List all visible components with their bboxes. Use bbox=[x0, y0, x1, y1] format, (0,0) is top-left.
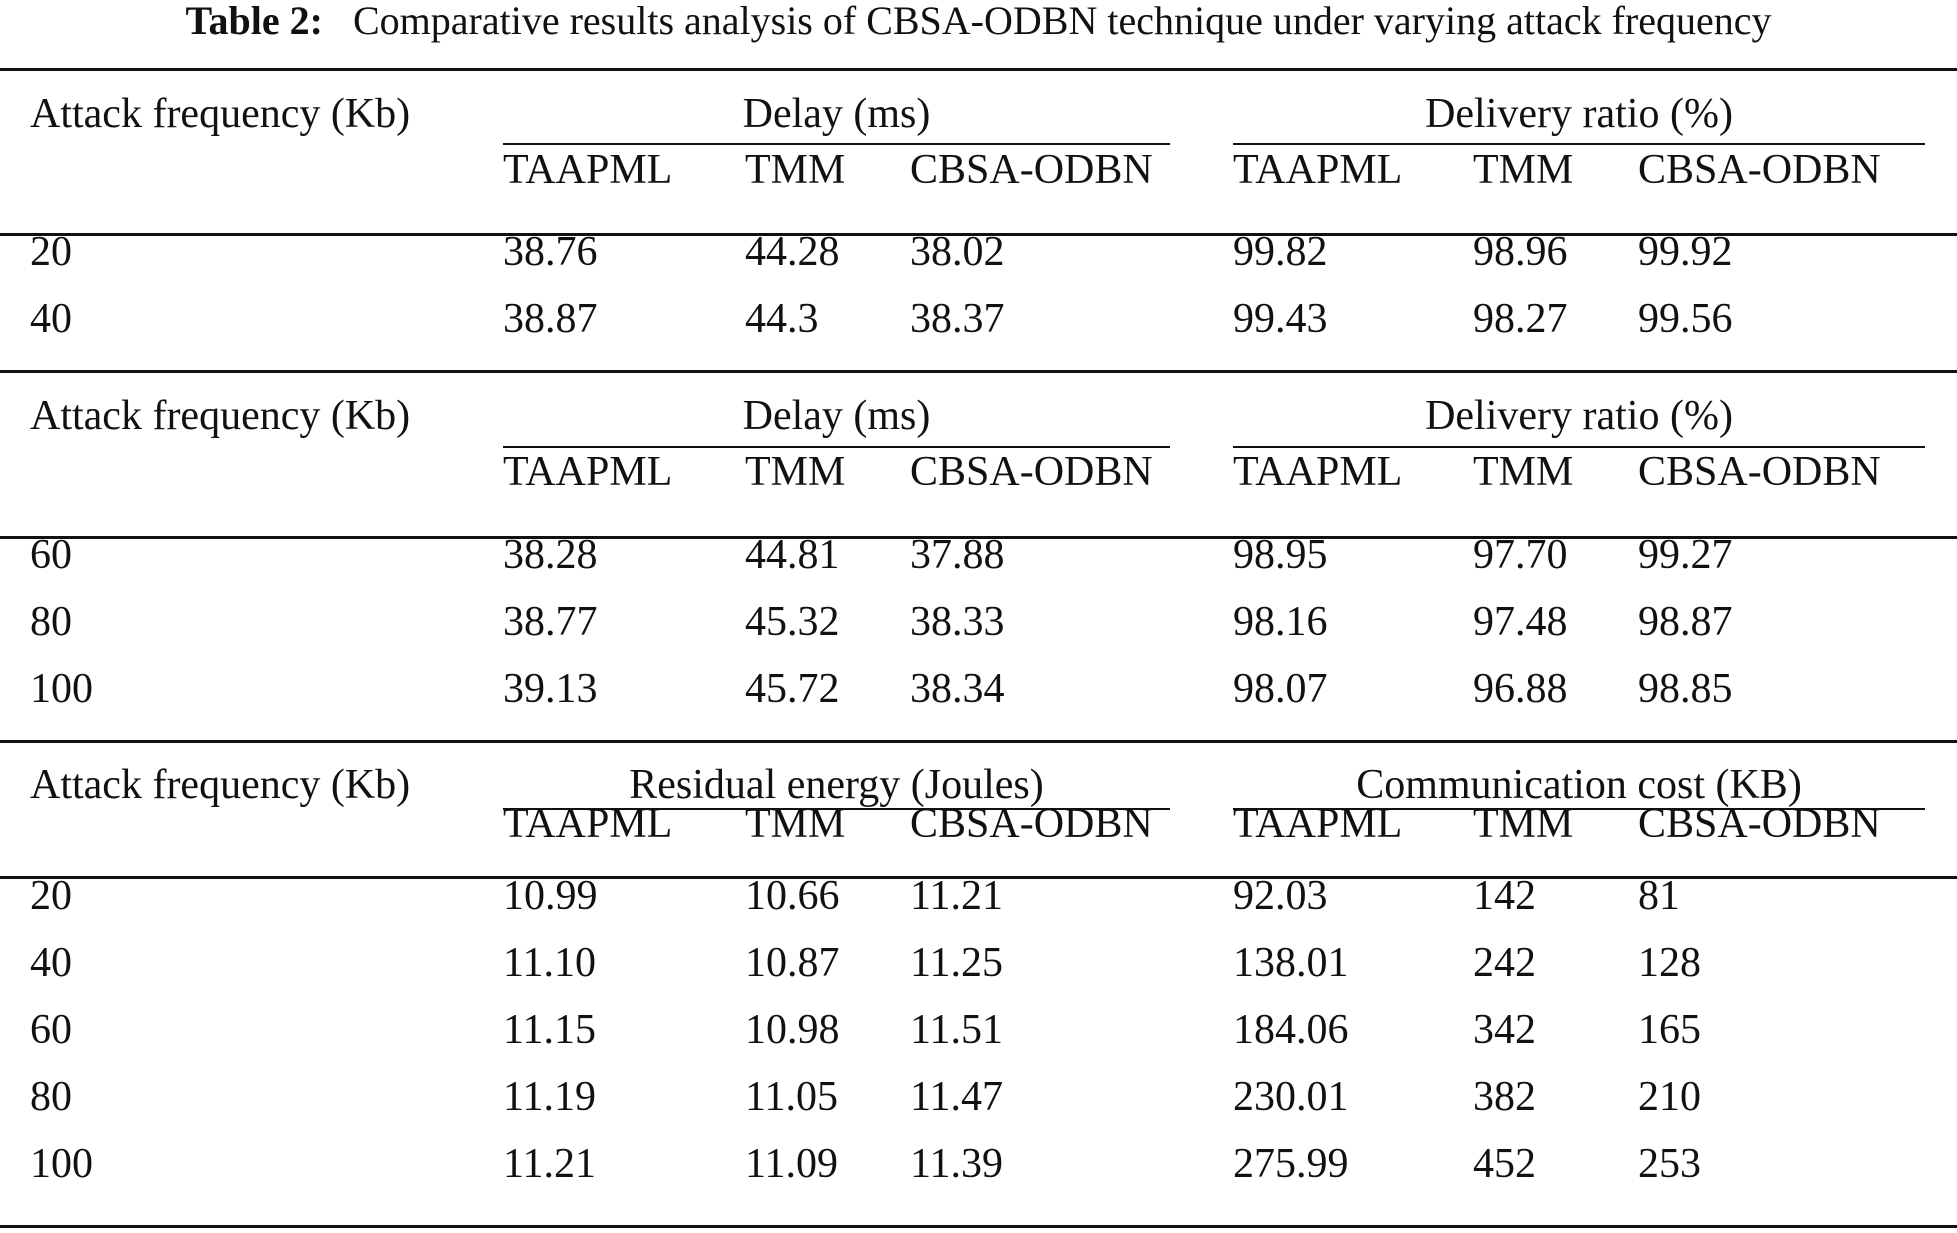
sub-column-header: TAAPML bbox=[503, 449, 673, 495]
table-cell: 11.51 bbox=[910, 1007, 1003, 1053]
section-top-rule bbox=[0, 740, 1957, 743]
table-cell: 253 bbox=[1638, 1141, 1701, 1187]
column-group-left: Delay (ms) bbox=[742, 91, 931, 137]
row-attack-frequency: 20 bbox=[30, 229, 72, 275]
table-cell: 81 bbox=[1638, 873, 1680, 919]
sub-column-header: TMM bbox=[745, 801, 846, 847]
table-cell: 142 bbox=[1473, 873, 1536, 919]
table-cell: 37.88 bbox=[910, 532, 1005, 578]
sub-column-header: TMM bbox=[745, 449, 846, 495]
table-cell: 98.16 bbox=[1233, 599, 1328, 645]
row-attack-frequency: 100 bbox=[30, 666, 93, 712]
row-attack-frequency: 60 bbox=[30, 1007, 72, 1053]
group-underline-left bbox=[503, 143, 1170, 145]
sub-column-header: TMM bbox=[1473, 449, 1574, 495]
table-cell: 99.43 bbox=[1233, 296, 1328, 342]
table-cell: 39.13 bbox=[503, 666, 598, 712]
table-cell: 10.98 bbox=[745, 1007, 840, 1053]
table-cell: 45.32 bbox=[745, 599, 840, 645]
table-cell: 98.07 bbox=[1233, 666, 1328, 712]
sub-column-header: TAAPML bbox=[1233, 147, 1403, 193]
table-cell: 11.21 bbox=[503, 1141, 596, 1187]
sub-column-header: TMM bbox=[1473, 147, 1574, 193]
table-cell: 11.47 bbox=[910, 1074, 1003, 1120]
sub-column-header: CBSA-ODBN bbox=[910, 449, 1153, 495]
column-group-right: Delivery ratio (%) bbox=[1425, 91, 1733, 137]
table-cell: 38.87 bbox=[503, 296, 598, 342]
table-cell: 342 bbox=[1473, 1007, 1536, 1053]
sub-column-header: TAAPML bbox=[503, 147, 673, 193]
sub-column-header: TAAPML bbox=[1233, 449, 1403, 495]
table-cell: 128 bbox=[1638, 940, 1701, 986]
table-cell: 38.76 bbox=[503, 229, 598, 275]
table-cell: 92.03 bbox=[1233, 873, 1328, 919]
table-cell: 98.87 bbox=[1638, 599, 1733, 645]
table-cell: 452 bbox=[1473, 1141, 1536, 1187]
table-cell: 11.15 bbox=[503, 1007, 596, 1053]
row-attack-frequency: 40 bbox=[30, 296, 72, 342]
row-attack-frequency: 80 bbox=[30, 1074, 72, 1120]
sub-column-header: CBSA-ODBN bbox=[1638, 147, 1881, 193]
sub-column-header: TAAPML bbox=[503, 801, 673, 847]
table-cell: 242 bbox=[1473, 940, 1536, 986]
table-cell: 10.87 bbox=[745, 940, 840, 986]
table-cell: 98.27 bbox=[1473, 296, 1568, 342]
column-group-left: Residual energy (Joules) bbox=[629, 762, 1044, 808]
section-top-rule bbox=[0, 68, 1957, 71]
table-cell: 38.77 bbox=[503, 599, 598, 645]
table-cell: 44.81 bbox=[745, 532, 840, 578]
column-group-right: Delivery ratio (%) bbox=[1425, 393, 1733, 439]
table-bottom-rule bbox=[0, 1225, 1957, 1228]
caption-text: Comparative results analysis of CBSA-ODBN technique under varying attack frequency bbox=[352, 0, 1772, 43]
table-cell: 138.01 bbox=[1233, 940, 1349, 986]
table-caption bbox=[0, 0, 1957, 46]
sub-column-header: CBSA-ODBN bbox=[1638, 801, 1881, 847]
sub-column-header: TMM bbox=[745, 147, 846, 193]
table-cell: 11.25 bbox=[910, 940, 1003, 986]
table-cell: 44.3 bbox=[745, 296, 819, 342]
row-header: Attack frequency (Kb) bbox=[30, 393, 411, 439]
caption-label: Table 2: bbox=[185, 0, 323, 43]
row-attack-frequency: 80 bbox=[30, 599, 72, 645]
sub-column-header: TAAPML bbox=[1233, 801, 1403, 847]
table-cell: 45.72 bbox=[745, 666, 840, 712]
table-cell: 99.27 bbox=[1638, 532, 1733, 578]
sub-column-header: CBSA-ODBN bbox=[910, 147, 1153, 193]
table-cell: 11.09 bbox=[745, 1141, 838, 1187]
sub-column-header: CBSA-ODBN bbox=[910, 801, 1153, 847]
table-cell: 44.28 bbox=[745, 229, 840, 275]
table-cell: 11.05 bbox=[745, 1074, 838, 1120]
table-cell: 10.99 bbox=[503, 873, 598, 919]
row-attack-frequency: 100 bbox=[30, 1141, 93, 1187]
table-cell: 10.66 bbox=[745, 873, 840, 919]
table-cell: 11.39 bbox=[910, 1141, 1003, 1187]
table-cell: 99.56 bbox=[1638, 296, 1733, 342]
column-group-right: Communication cost (KB) bbox=[1356, 762, 1802, 808]
table-cell: 38.37 bbox=[910, 296, 1005, 342]
sub-column-header: TMM bbox=[1473, 801, 1574, 847]
group-underline-right bbox=[1233, 143, 1925, 145]
table-cell: 97.48 bbox=[1473, 599, 1568, 645]
table-cell: 38.02 bbox=[910, 229, 1005, 275]
row-attack-frequency: 40 bbox=[30, 940, 72, 986]
row-attack-frequency: 60 bbox=[30, 532, 72, 578]
table-cell: 230.01 bbox=[1233, 1074, 1349, 1120]
column-group-left: Delay (ms) bbox=[742, 393, 931, 439]
table-cell: 99.82 bbox=[1233, 229, 1328, 275]
table-cell: 184.06 bbox=[1233, 1007, 1349, 1053]
table-cell: 11.21 bbox=[910, 873, 1003, 919]
table-cell: 275.99 bbox=[1233, 1141, 1349, 1187]
table-cell: 96.88 bbox=[1473, 666, 1568, 712]
row-header: Attack frequency (Kb) bbox=[30, 762, 411, 808]
table-cell: 11.10 bbox=[503, 940, 596, 986]
table-cell: 165 bbox=[1638, 1007, 1701, 1053]
sub-column-header: CBSA-ODBN bbox=[1638, 449, 1881, 495]
row-attack-frequency: 20 bbox=[30, 873, 72, 919]
table-cell: 11.19 bbox=[503, 1074, 596, 1120]
caption-spacer bbox=[333, 0, 353, 43]
table-cell: 98.95 bbox=[1233, 532, 1328, 578]
section-top-rule bbox=[0, 370, 1957, 373]
table-cell: 38.34 bbox=[910, 666, 1005, 712]
table-cell: 99.92 bbox=[1638, 229, 1733, 275]
table-cell: 98.85 bbox=[1638, 666, 1733, 712]
table-cell: 210 bbox=[1638, 1074, 1701, 1120]
table-cell: 38.33 bbox=[910, 599, 1005, 645]
row-header: Attack frequency (Kb) bbox=[30, 91, 411, 137]
table-cell: 382 bbox=[1473, 1074, 1536, 1120]
table-cell: 38.28 bbox=[503, 532, 598, 578]
table-cell: 98.96 bbox=[1473, 229, 1568, 275]
table-cell: 97.70 bbox=[1473, 532, 1568, 578]
